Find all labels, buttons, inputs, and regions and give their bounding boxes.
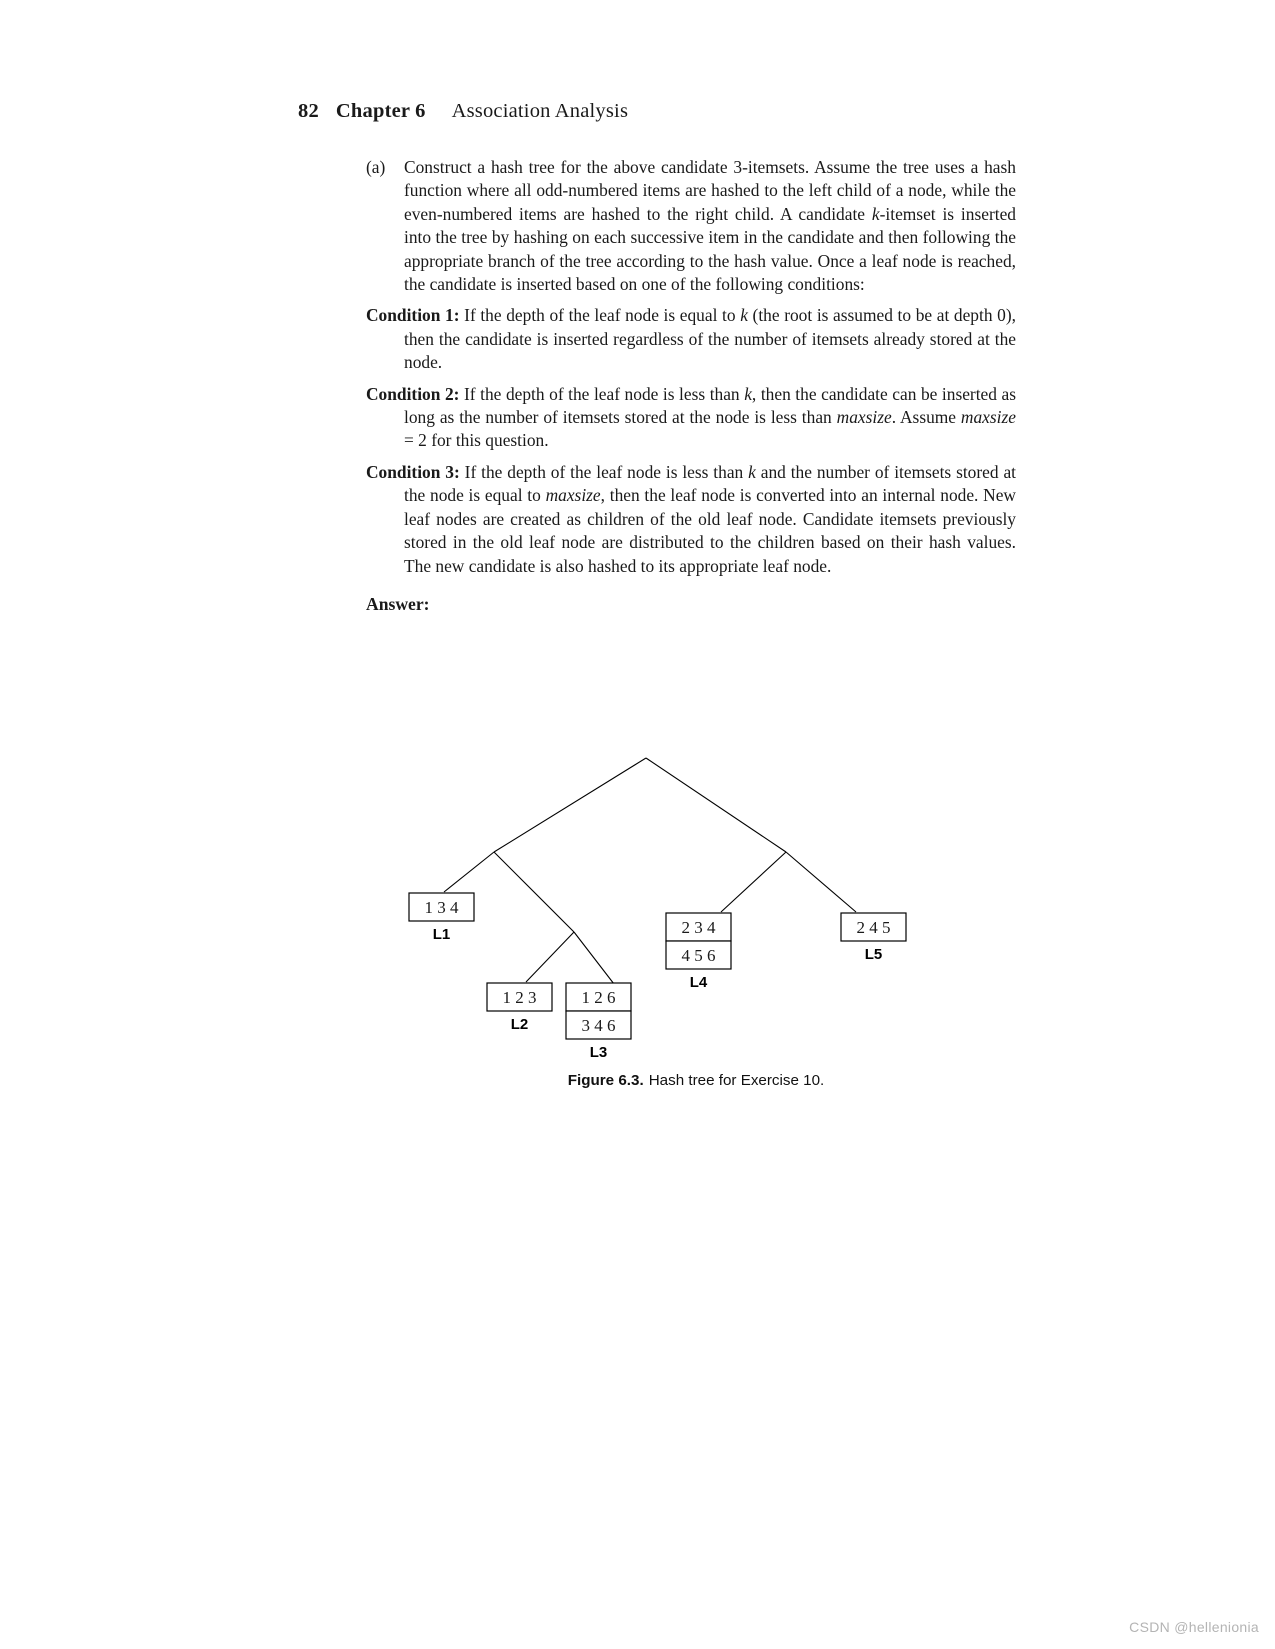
condition-3-seg-4: , then the leaf node is converted into an internal node. New leaf nodes are created as children of the old leaf node. Candidate itemsets previously stored in the old leaf node are distributed to the children based on their hash values. The new candidate is also hashed to its appropriate leaf node. — [404, 485, 1016, 576]
condition-2-seg-0: If the depth of the leaf node is less than — [459, 383, 745, 404]
chapter-label: Chapter 6 — [335, 100, 426, 122]
edge-root-left — [494, 758, 646, 852]
condition-3-body — [404, 462, 1016, 576]
tree-nodes — [409, 893, 906, 1061]
condition-1-seg-1: k — [740, 305, 748, 326]
condition-2-seg-5: maxsize — [960, 407, 1016, 428]
hash-tree-svg — [366, 752, 1026, 1092]
node-L3-itemset-0: 1 2 6 — [581, 988, 616, 1007]
node-L3-itemset-1: 3 4 6 — [581, 1016, 616, 1035]
item-label: (a) — [366, 157, 386, 177]
condition-2-seg-4: . Assume — [891, 407, 961, 428]
condition-3-seg-3: maxsize — [545, 485, 601, 506]
edge-internal2-to-L3 — [574, 932, 614, 984]
question-text-part1: Construct a hash tree for the above candidate 3-itemsets. Assume the tree uses a hash function where all odd-numbered items are hashed to the left child of a node, while the even-numbered items are hashed to the right child. A candidate — [404, 157, 1016, 224]
condition-1-seg-0: If the depth of the leaf node is equal to — [459, 305, 741, 326]
condition-3-lead: Condition 3: — [366, 461, 460, 482]
answer-label: Answer: — [366, 593, 430, 614]
condition-2-lead: Condition 2: — [366, 383, 460, 404]
edge-left-to-L1 — [444, 852, 494, 892]
node-L4-itemset-1: 4 5 6 — [681, 946, 716, 965]
condition-3 — [366, 461, 1016, 578]
tree-edges — [444, 758, 856, 984]
node-L2-label: L2 — [510, 1016, 529, 1033]
node-L3-label: L3 — [589, 1044, 608, 1061]
condition-1-seg-2: (the root is assumed to be at depth 0), then the candidate is inserted regardless of the number of itemsets already stored at the node. — [404, 305, 1016, 373]
hash-tree-figure — [366, 752, 1026, 1112]
node-L1 — [409, 893, 474, 943]
condition-2-seg-3: maxsize — [836, 407, 892, 428]
running-head — [298, 100, 628, 123]
node-L5-itemset-0: 2 4 5 — [856, 918, 891, 937]
node-L4-itemset-0: 2 3 4 — [681, 918, 716, 937]
chapter-title: Association Analysis — [451, 100, 629, 122]
node-L2-itemset-0: 1 2 3 — [502, 988, 537, 1007]
condition-2-seg-6: = 2 for this question. — [404, 430, 549, 451]
edge-root-right — [646, 758, 786, 852]
node-L4-label: L4 — [689, 974, 708, 991]
page-number: 82 — [298, 100, 319, 122]
node-L4 — [666, 913, 731, 991]
node-L1-itemset-0: 1 3 4 — [424, 898, 459, 917]
node-L5-label: L5 — [864, 946, 883, 963]
condition-1-lead: Condition 1: — [366, 305, 460, 326]
figure-caption-number: Figure 6.3. — [567, 1072, 644, 1089]
condition-2 — [366, 383, 1016, 453]
node-L3 — [566, 983, 631, 1061]
node-L5 — [841, 913, 906, 963]
math-k-symbol: k — [871, 203, 880, 224]
condition-3-seg-0: If the depth of the leaf node is less than — [459, 461, 749, 482]
question-item-a — [366, 156, 1016, 296]
figure-caption — [366, 1072, 1026, 1089]
edge-internal2-to-L2 — [526, 932, 574, 982]
edge-right-to-L5 — [786, 852, 856, 912]
condition-1 — [366, 304, 1016, 374]
node-L2 — [487, 983, 552, 1033]
edge-right-to-L4 — [721, 852, 786, 912]
question-text-part2: -itemset is inserted into the tree by hashing on each successive item in the candidate and then following the appropriate branch of the tree according to the hash value. Once a leaf node is reached, the candidate is inserted based on one of the following conditions: — [404, 203, 1016, 295]
condition-2-seg-1: k — [744, 383, 752, 404]
condition-2-seg-2: , then the candidate can be inserted as long as the number of itemsets stored at the node is less than — [404, 383, 1016, 428]
watermark-text: CSDN @hellenionia — [1129, 1619, 1259, 1635]
edge-left-to-internal2 — [494, 852, 574, 932]
condition-3-seg-1: k — [748, 461, 756, 482]
figure-caption-text: Hash tree for Exercise 10. — [648, 1072, 825, 1089]
body-column — [366, 156, 1016, 615]
node-L1-label: L1 — [432, 926, 451, 943]
condition-2-body — [404, 384, 1016, 451]
condition-3-seg-2: and the number of itemsets stored at the node is equal to — [404, 461, 1016, 506]
condition-1-body — [404, 305, 1016, 372]
